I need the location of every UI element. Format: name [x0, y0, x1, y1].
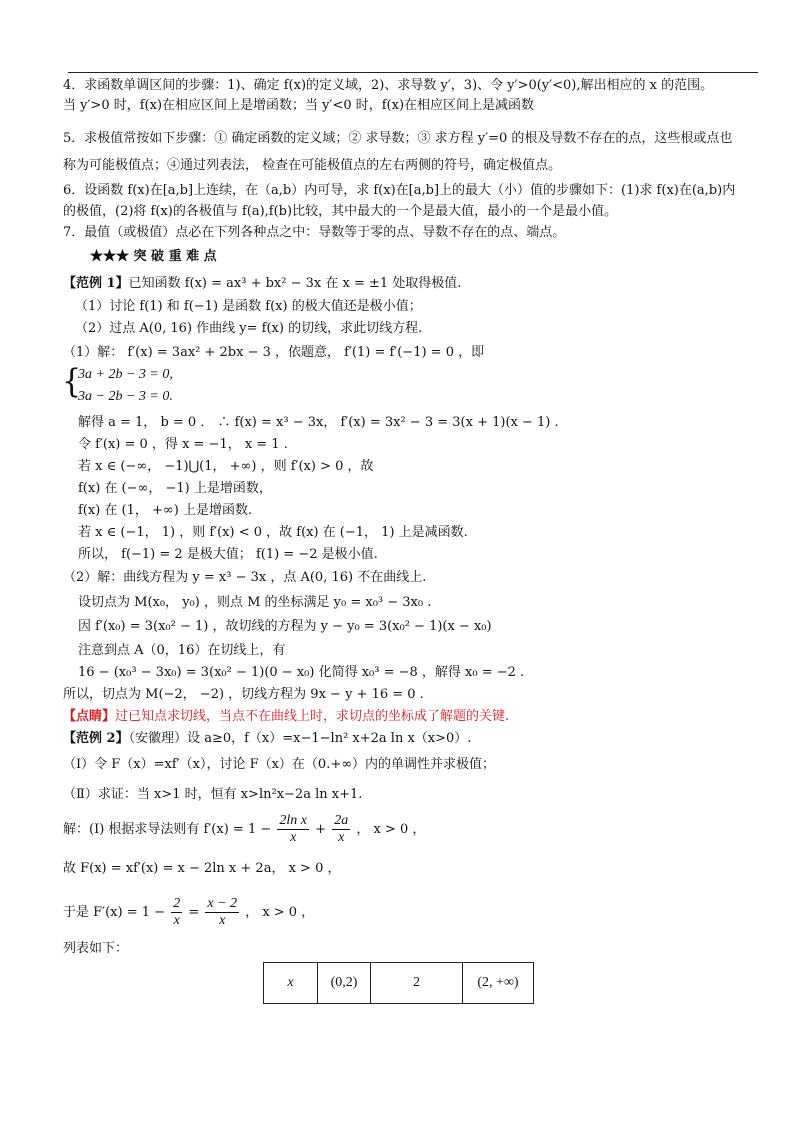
- math-line: f(x) 在 (1， +∞) 上是增函数.: [78, 503, 253, 518]
- text-line: （2）过点 A(0, 16) 作曲线 y= f(x) 的切线，求此切线方程.: [75, 321, 423, 336]
- text-line: （1）讨论 f(1) 和 f(−1) 是函数 f(x) 的极大值还是极小值；: [75, 299, 422, 314]
- note-tag: 【点睛】: [63, 709, 116, 724]
- math-line: 令 f′(x) = 0 ，得 x = −1， x = 1 .: [78, 437, 288, 452]
- table-row: [264, 963, 534, 1004]
- text-line: 列表如下：: [63, 941, 129, 956]
- denominator: x: [219, 913, 226, 928]
- key-point-note: [63, 708, 509, 726]
- math-line: （2）解：曲线方程为 y = x³ − 3x ，点 A(0, 16) 不在曲线上.: [63, 570, 427, 585]
- math-line: 3a − 2b − 3 = 0.: [78, 389, 173, 404]
- math-line: 解得 a = 1， b = 0 ． ∴ f(x) = x³ − 3x， f′(x) = 3x² − 3 = 3(x + 1)(x − 1) .: [78, 415, 559, 430]
- section-heading: ★★★ 突 破 重 难 点: [90, 249, 217, 264]
- text-line: （Ⅰ）令 F（x）=xf′（x），讨论 F（x）在（0.+∞）内的单调性并求极值；: [63, 757, 496, 772]
- fraction: [205, 896, 239, 929]
- header-rule: [68, 72, 758, 73]
- numerator: 2: [173, 896, 181, 911]
- text-line: 的极值，(2)将 f(x)的各极值与 f(a),f(b)比较，其中最大的一个是最大值，最小的一个是最小值。: [63, 204, 618, 219]
- text-line: 4．求函数单调区间的步骤：1)、确定 f(x)的定义域，2)、求导数 y′，3)、令 y′>0(y′<0),解出相应的 x 的范围。: [63, 78, 714, 93]
- math-line: 16 − (x₀³ − 3x₀) = 3(x₀² − 1)(0 − x₀) 化简得 x₀³ = −8 ，解得 x₀ = −2 .: [78, 665, 525, 680]
- example-tag: 【范例 2】: [63, 731, 129, 746]
- note-text: 过已知点求切线，当点不在曲线上时，求切点的坐标成了解题的关键.: [115, 709, 510, 724]
- table-cell: x: [264, 963, 318, 1004]
- sign-table: [263, 962, 534, 1004]
- example-text: 已知函数 f(x) = ax³ + bx² − 3x 在 x = ±1 处取得极值.: [128, 276, 462, 291]
- math-line: 所以，切点为 M(−2， −2) ，切线方程为 9x − y + 16 = 0 .: [63, 687, 424, 702]
- math-line: 若 x ∈ (−1， 1) ，则 f′(x) < 0 ，故 f(x) 在 (−1， 1) 上是减函数.: [78, 525, 468, 540]
- math-line: f(x) 在 (−∞， −1) 上是增函数，: [78, 481, 272, 496]
- denominator: x: [173, 913, 180, 928]
- text-line: 7．最值（或极值）点必在下列各种点之中：导数等于零的点、导数不存在的点、端点。: [63, 225, 566, 240]
- math-line: 所以， f(−1) = 2 是极大值； f(1) = −2 是极小值.: [78, 547, 378, 562]
- table-cell: 2: [371, 963, 463, 1004]
- text-line: 6．设函数 f(x)在[a,b]上连续，在（a,b）内可导，求 f(x)在[a,b]上的最大（小）值的步骤如下：(1)求 f(x)在(a,b)内: [63, 183, 736, 198]
- math-line-fraction: [63, 896, 314, 929]
- math-line: 若 x ∈ (−∞， −1)⋃(1， +∞) ，则 f′(x) > 0 ，故: [78, 459, 374, 474]
- math-text: 于是 F′(x) = 1 −: [63, 905, 166, 920]
- math-text: ， x > 0 ，: [245, 905, 315, 920]
- math-line: 3a + 2b − 3 = 0,: [78, 367, 173, 382]
- math-text: ， x > 0 ，: [356, 822, 426, 837]
- table-cell: (2, +∞): [463, 963, 534, 1004]
- text-line: 当 y′>0 时，f(x)在相应区间上是增函数；当 y′<0 时，f(x)在相应区间上是减函数: [63, 98, 535, 113]
- example-1-statement: [63, 275, 461, 293]
- text-line: 5．求极值常按如下步骤：① 确定函数的定义域；② 求导数；③ 求方程 y′=0 的根及导数不存在的点，这些根或点也: [63, 131, 733, 146]
- fraction: [277, 813, 309, 846]
- example-2-statement: [63, 730, 471, 748]
- math-line: 故 F(x) = xf′(x) = x − 2ln x + 2a， x > 0 ，: [63, 861, 341, 876]
- system-brace: {: [62, 362, 82, 401]
- example-text: （安徽理）设 a≥0，f（x）=x−1−ln² x+2a ln x（x>0）.: [128, 731, 472, 746]
- math-line: 设切点为 M(x₀， y₀) ，则点 M 的坐标满足 y₀ = x₀³ − 3x₀ .: [78, 595, 432, 610]
- math-line: 注意到点 A（0，16）在切线上，有: [78, 643, 286, 658]
- example-tag: 【范例 1】: [63, 276, 129, 291]
- fraction: [332, 813, 350, 846]
- text-line: （Ⅱ）求证：当 x>1 时，恒有 x>ln²x−2a ln x+1.: [63, 787, 363, 802]
- math-line: （1）解： f′(x) = 3ax² + 2bx − 3 ，依题意， f′(1) = f′(−1) = 0 ，即: [63, 345, 485, 360]
- fraction: [171, 896, 182, 929]
- math-text: =: [188, 905, 200, 920]
- denominator: x: [290, 830, 297, 845]
- numerator: 2a: [334, 813, 349, 828]
- math-text: 解：(Ⅰ) 根据求导法则有 f′(x) = 1 −: [63, 822, 272, 837]
- numerator: 2ln x: [279, 813, 307, 828]
- math-text: +: [315, 822, 327, 837]
- numerator: x − 2: [207, 896, 238, 911]
- math-line-fraction: [63, 813, 425, 846]
- table-cell: (0,2): [318, 963, 371, 1004]
- math-line: 因 f′(x₀) = 3(x₀² − 1) ，故切线的方程为 y − y₀ = 3(x₀² − 1)(x − x₀): [78, 619, 492, 634]
- text-line: 称为可能极值点；④通过列表法， 检查在可能极值点的左右两侧的符号，确定极值点。: [63, 158, 562, 173]
- denominator: x: [338, 830, 345, 845]
